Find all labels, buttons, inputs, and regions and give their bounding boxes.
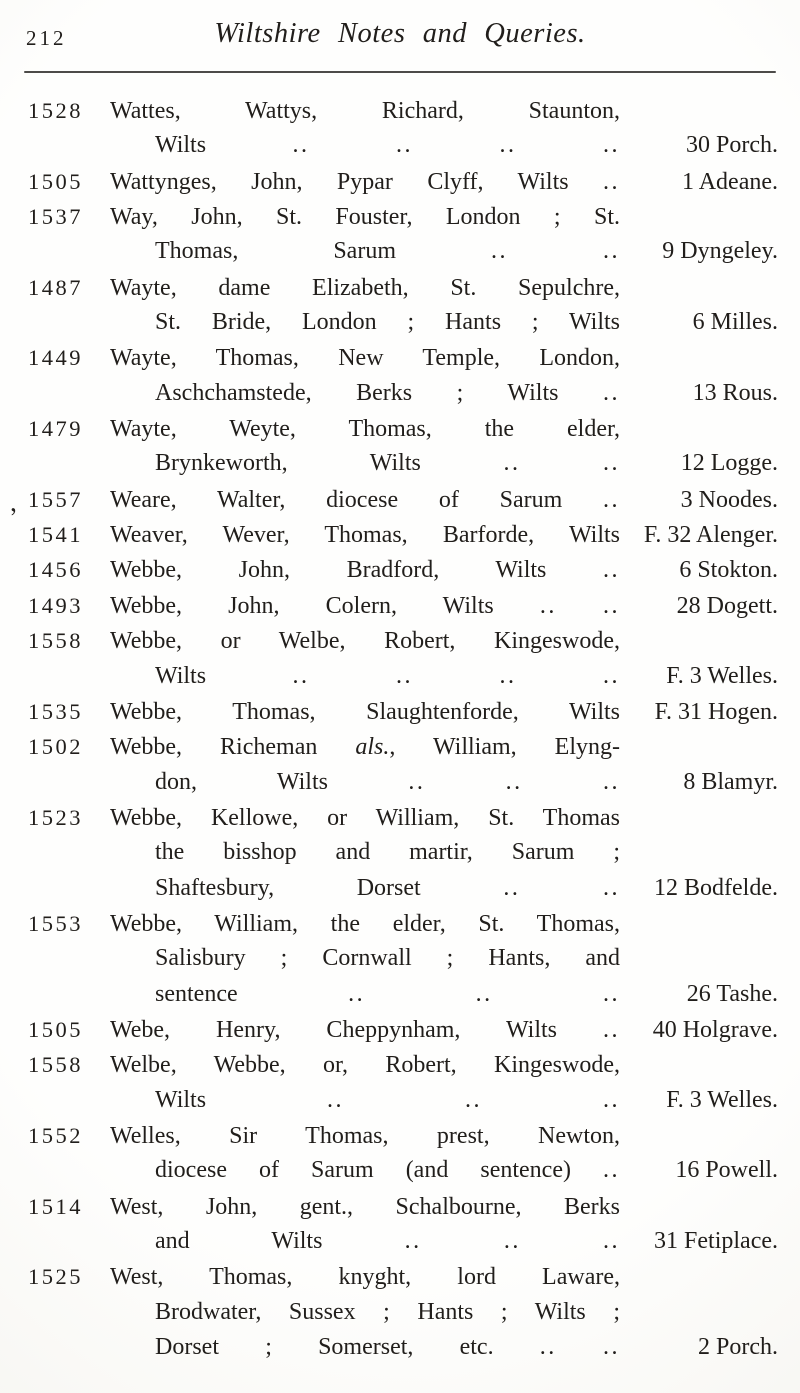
leader-dots: .. — [292, 132, 310, 159]
entry-text: Webe, Henry, Cheppynham, Wilts .. — [110, 1016, 620, 1043]
index-entry-line — [0, 694, 800, 729]
leader-dots: .. — [404, 1228, 422, 1254]
index-entry-line — [0, 340, 800, 375]
index-entry-line — [0, 871, 800, 906]
leader-dots: .. — [465, 1086, 483, 1113]
leader-dots: .. — [475, 980, 493, 1007]
entry-year: 1557 — [28, 486, 83, 512]
leader-dots: .. — [603, 238, 620, 265]
entry-ref: 28 Dogett. — [676, 592, 778, 619]
entry-text: and Wilts .. .. .. — [155, 1228, 620, 1254]
entry-text: the bisshop and martir, Sarum ; — [155, 839, 620, 866]
entry-text: diocese of Sarum (and sentence) .. — [155, 1157, 620, 1184]
entry-text: Wayte, Thomas, New Temple, London, — [110, 345, 620, 372]
leader-dots: .. — [603, 132, 620, 159]
leader-dots: .. — [603, 450, 620, 477]
entry-year: 1525 — [28, 1264, 83, 1290]
entry-ref: 40 Holgrave. — [652, 1016, 778, 1043]
entry-year: 1541 — [28, 522, 83, 548]
index-entry-line — [0, 729, 800, 764]
entry-text: Aschchamstede, Berks ; Wilts .. — [155, 379, 620, 406]
index-list — [0, 73, 800, 1365]
index-entry-line — [0, 552, 800, 587]
entry-text: Wilts .. .. .. .. — [155, 132, 620, 159]
entry-year: 1456 — [28, 557, 83, 583]
page-title: Wiltshire Notes and Queries. — [214, 18, 586, 49]
index-entry-line — [0, 199, 800, 234]
leader-dots: .. — [603, 1086, 620, 1113]
index-entry-line — [0, 93, 800, 128]
entry-ref: F. 32 Alenger. — [643, 522, 778, 549]
leader-dots: .. — [539, 592, 557, 619]
entry-year: 1558 — [28, 628, 83, 654]
entry-ref: 1 Adeane. — [682, 168, 778, 195]
entry-text: Webbe, Kellowe, or William, St. Thomas — [110, 804, 620, 831]
entry-text: St. Bride, London ; Hants ; Wilts — [155, 309, 620, 336]
entry-text: Dorset ; Somerset, etc. .. .. — [155, 1334, 620, 1361]
index-entry-line — [0, 1012, 800, 1047]
index-entry-line — [0, 234, 800, 269]
entry-year: 1523 — [28, 804, 83, 830]
index-entry-line — [0, 411, 800, 446]
entry-year: 1505 — [28, 168, 83, 194]
entry-text: Brynkeworth, Wilts .. .. — [155, 450, 620, 477]
index-entry-line — [0, 1295, 800, 1330]
entry-ref: F. 31 Hogen. — [654, 698, 778, 725]
index-entry-line — [0, 376, 800, 411]
index-entry-line — [0, 1083, 800, 1118]
index-entry-line — [0, 941, 800, 976]
entry-text: Webbe, Thomas, Slaughtenforde, Wilts — [110, 698, 620, 725]
leader-dots: .. — [603, 768, 620, 795]
leader-dots: .. — [408, 768, 426, 795]
entry-text: Shaftesbury, Dorset .. .. — [155, 874, 620, 901]
entry-text: Wayte, dame Elizabeth, St. Sepulchre, — [110, 274, 620, 301]
index-entry-line — [0, 482, 800, 517]
entry-text: Webbe, John, Colern, Wilts .. .. — [110, 592, 620, 619]
leader-dots: .. — [603, 379, 620, 406]
leader-dots: .. — [603, 1157, 620, 1184]
leader-dots: .. — [603, 662, 620, 689]
entry-ref: 30 Porch. — [686, 132, 778, 159]
leader-dots: .. — [603, 1228, 620, 1254]
header-rule — [24, 71, 776, 73]
index-entry-line — [0, 1224, 800, 1259]
leader-dots: .. — [327, 1086, 345, 1113]
entry-ref: F. 3 Welles. — [666, 1086, 778, 1113]
index-entry-line — [0, 623, 800, 658]
index-entry-line — [0, 659, 800, 694]
leader-dots: .. — [603, 168, 620, 195]
entry-year: 1502 — [28, 734, 83, 760]
entry-text: Wattes, Wattys, Richard, Staunton, — [110, 98, 620, 124]
leader-dots: .. — [603, 592, 620, 619]
index-entry-line — [0, 164, 800, 199]
entry-text: Webbe, or Welbe, Robert, Kingeswode, — [110, 628, 620, 655]
entry-text: Welbe, Webbe, or, Robert, Kingeswode, — [110, 1052, 620, 1079]
entry-ref: F. 3 Welles. — [666, 662, 778, 689]
leader-dots: .. — [603, 1334, 620, 1361]
entry-year: 1535 — [28, 698, 83, 724]
entry-text: Wilts .. .. .. — [155, 1086, 620, 1113]
index-entry-line — [0, 588, 800, 623]
page-number: 212 — [26, 26, 67, 50]
leader-dots: .. — [348, 980, 366, 1007]
index-entry-line — [0, 1118, 800, 1153]
index-entry-line — [0, 835, 800, 870]
index-entry-line — [0, 977, 800, 1012]
index-entry-line — [0, 800, 800, 835]
entry-year: 1449 — [28, 345, 83, 371]
leader-dots: .. — [499, 132, 517, 159]
entry-text: Webbe, John, Bradford, Wilts .. — [110, 557, 620, 584]
leader-dots: .. — [603, 874, 620, 901]
entry-text: Wayte, Weyte, Thomas, the elder, — [110, 416, 620, 443]
index-entry-line — [0, 1153, 800, 1188]
entry-text: Weare, Walter, diocese of Sarum .. — [110, 486, 620, 513]
leader-dots: .. — [503, 450, 521, 477]
entry-ref: 9 Dyngeley. — [662, 238, 778, 265]
entry-text: Wattynges, John, Pypar Clyff, Wilts .. — [110, 168, 620, 195]
entry-text: Weaver, Wever, Thomas, Barforde, Wilts — [110, 522, 620, 549]
index-entry-line — [0, 1047, 800, 1082]
entry-text: West, Thomas, knyght, lord Laware, — [110, 1264, 620, 1291]
entry-year: 1514 — [28, 1193, 83, 1219]
entry-ref: 16 Powell. — [675, 1157, 778, 1184]
entry-text: Welles, Sir Thomas, prest, Newton, — [110, 1122, 620, 1149]
leader-dots: .. — [603, 1016, 620, 1043]
entry-text: sentence .. .. .. — [155, 980, 620, 1007]
index-entry-line — [0, 906, 800, 941]
entry-year: 1553 — [28, 910, 83, 936]
entry-text: West, John, gent., Schalbourne, Berks — [110, 1193, 620, 1220]
entry-ref: 12 Bodfelde. — [654, 874, 778, 901]
index-entry-line — [0, 765, 800, 800]
leader-dots: .. — [505, 768, 523, 795]
leader-dots: .. — [503, 874, 521, 901]
entry-ref: 12 Logge. — [680, 450, 778, 477]
entry-year: 1537 — [28, 204, 83, 230]
entry-ref: 13 Rous. — [692, 379, 778, 406]
entry-ref: 26 Tashe. — [686, 980, 778, 1007]
leader-dots: .. — [396, 662, 414, 689]
leader-dots: .. — [499, 662, 517, 689]
entry-ref: 8 Blamyr. — [683, 768, 778, 795]
index-entry-line — [0, 270, 800, 305]
entry-year: 1505 — [28, 1016, 83, 1042]
entry-text: Wilts .. .. .. .. — [155, 662, 620, 689]
entry-ref: 3 Noodes. — [680, 486, 778, 513]
entry-ref: 6 Milles. — [692, 309, 778, 336]
entry-year: 1528 — [28, 98, 83, 123]
leader-dots: .. — [491, 238, 509, 265]
leader-dots: .. — [603, 557, 620, 584]
leader-dots: .. — [539, 1334, 557, 1361]
entry-text: Way, John, St. Fouster, London ; St. — [110, 204, 620, 231]
leader-dots: .. — [503, 1228, 521, 1254]
index-entry-line — [0, 128, 800, 163]
leader-dots: .. — [603, 486, 620, 513]
index-entry-line — [0, 1259, 800, 1294]
entry-text: Brodwater, Sussex ; Hants ; Wilts ; — [155, 1298, 620, 1325]
entry-text: Webbe, William, the elder, St. Thomas, — [110, 910, 620, 937]
entry-text: Thomas, Sarum .. .. — [155, 238, 620, 265]
index-entry-line — [0, 1330, 800, 1365]
margin-ink-mark: , — [6, 486, 18, 518]
leader-dots: .. — [396, 132, 414, 159]
entry-text: don, Wilts .. .. .. — [155, 768, 620, 795]
leader-dots: .. — [603, 980, 620, 1007]
index-entry-line — [0, 1189, 800, 1224]
entry-year: 1552 — [28, 1122, 83, 1148]
entry-ref: 6 Stokton. — [679, 557, 778, 584]
entry-year: 1479 — [28, 416, 83, 442]
index-entry-line — [0, 517, 800, 552]
index-entry-line — [0, 446, 800, 481]
entry-ref: 31 Fetiplace. — [654, 1228, 778, 1254]
page-header — [0, 0, 800, 71]
index-entry-line — [0, 305, 800, 340]
entry-ref: 2 Porch. — [698, 1334, 778, 1361]
entry-text: Salisbury ; Cornwall ; Hants, and — [155, 945, 620, 972]
entry-year: 1487 — [28, 274, 83, 300]
entry-year: 1493 — [28, 592, 83, 618]
entry-text: Webbe, Richeman als., William, Elyng- — [110, 734, 620, 761]
leader-dots: .. — [292, 662, 310, 689]
entry-year: 1558 — [28, 1052, 83, 1078]
